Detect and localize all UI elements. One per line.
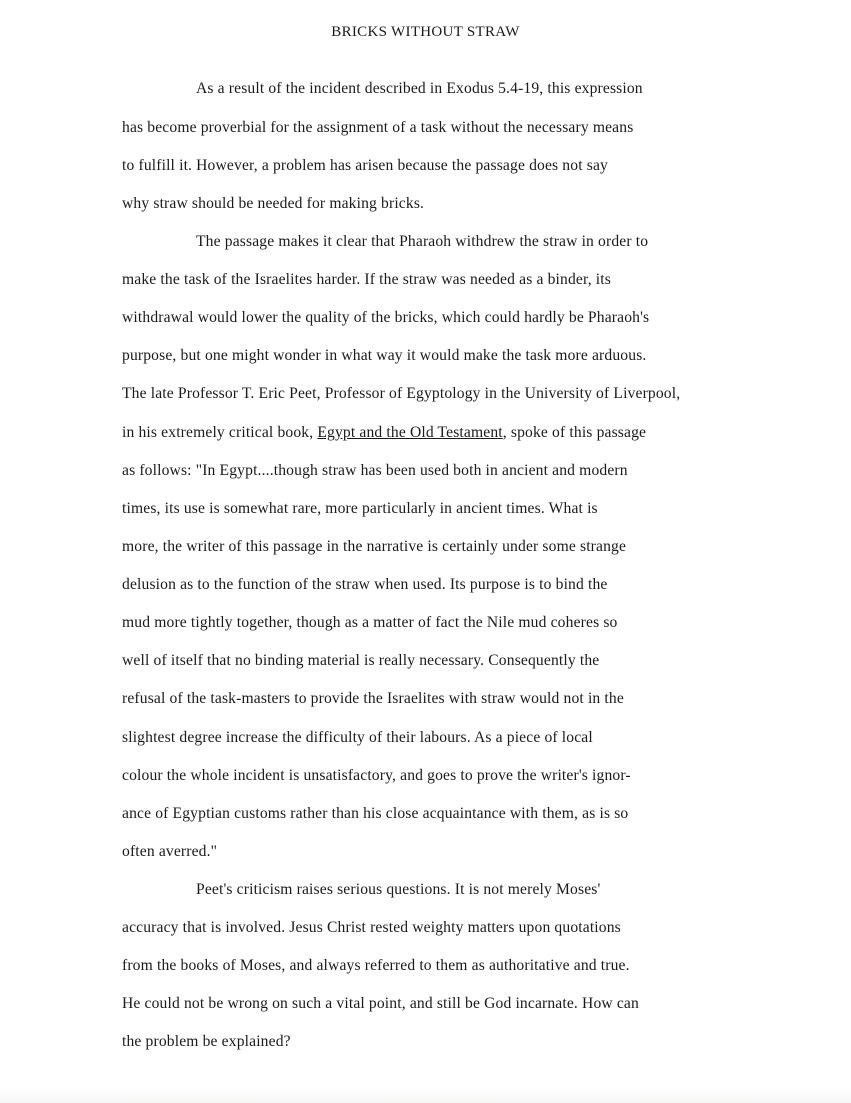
paragraph-1-line-3: to fulfill it. However, a problem has arisen because the passage does not say — [122, 157, 608, 174]
paragraph-2-line-8: times, its use is somewhat rare, more particularly in ancient times. What is — [122, 500, 598, 517]
paragraph-2-line-1: The passage makes it clear that Pharaoh withdrew the straw in order to — [196, 233, 649, 250]
document-title: BRICKS WITHOUT STRAW — [331, 24, 520, 40]
paragraph-2-line-16: ance of Egyptian customs rather than his close acquaintance with them, as is so — [122, 805, 629, 822]
paragraph-2-line-9: more, the writer of this passage in the narrative is certainly under some strange — [122, 538, 627, 555]
book-title: Egypt and the Old Testament — [317, 424, 503, 441]
paragraph-2-book-line — [122, 424, 646, 442]
paragraph-1-line-2: has become proverbial for the assignment of a task without the necessary means — [122, 119, 634, 136]
paragraph-3-line-2: accuracy that is involved. Jesus Christ rested weighty matters upon quotations — [122, 919, 621, 936]
book-line-suffix: , spoke of this passage — [502, 424, 647, 441]
paragraph-2-line-10: delusion as to the function of the straw when used. Its purpose is to bind the — [122, 576, 608, 593]
paragraph-2-line-13: refusal of the task-masters to provide the Israelites with straw would not in the — [122, 690, 624, 707]
paragraph-2-line-17: often averred." — [122, 843, 218, 860]
paragraph-1-line-4: why straw should be needed for making bricks. — [122, 195, 425, 212]
paragraph-3-line-4: He could not be wrong on such a vital point, and still be God incarnate. How can — [122, 995, 639, 1012]
paragraph-1-line-1: As a result of the incident described in Exodus 5.4-19, this expression — [196, 80, 643, 97]
paragraph-2-line-3: withdrawal would lower the quality of the bricks, which could hardly be Pharaoh's — [122, 309, 650, 326]
paragraph-3-line-5: the problem be explained? — [122, 1033, 291, 1050]
paragraph-2-line-12: well of itself that no binding material is really necessary. Consequently the — [122, 652, 600, 669]
paragraph-2-line-4: purpose, but one might wonder in what way it would make the task more arduous. — [122, 347, 647, 364]
paragraph-3-line-3: from the books of Moses, and always referred to them as authoritative and true. — [122, 957, 630, 974]
paragraph-2-line-14: slightest degree increase the difficulty of their labours. As a piece of local — [122, 729, 593, 746]
paragraph-3-line-1: Peet's criticism raises serious questions. It is not merely Moses' — [196, 881, 601, 898]
paragraph-2-line-7: as follows: "In Egypt....though straw has been used both in ancient and modern — [122, 462, 628, 479]
paragraph-2-line-2: make the task of the Israelites harder. If the straw was needed as a binder, its — [122, 271, 611, 288]
paragraph-2-line-11: mud more tightly together, though as a matter of fact the Nile mud coheres so — [122, 614, 618, 631]
paragraph-2-line-5: The late Professor T. Eric Peet, Professor of Egyptology in the University of Liverpool, — [122, 385, 681, 402]
scan-bottom-edge — [0, 1087, 851, 1103]
book-line-prefix: in his extremely critical book, — [122, 424, 318, 441]
paragraph-2-line-15: colour the whole incident is unsatisfactory, and goes to prove the writer's ignor- — [122, 767, 631, 784]
